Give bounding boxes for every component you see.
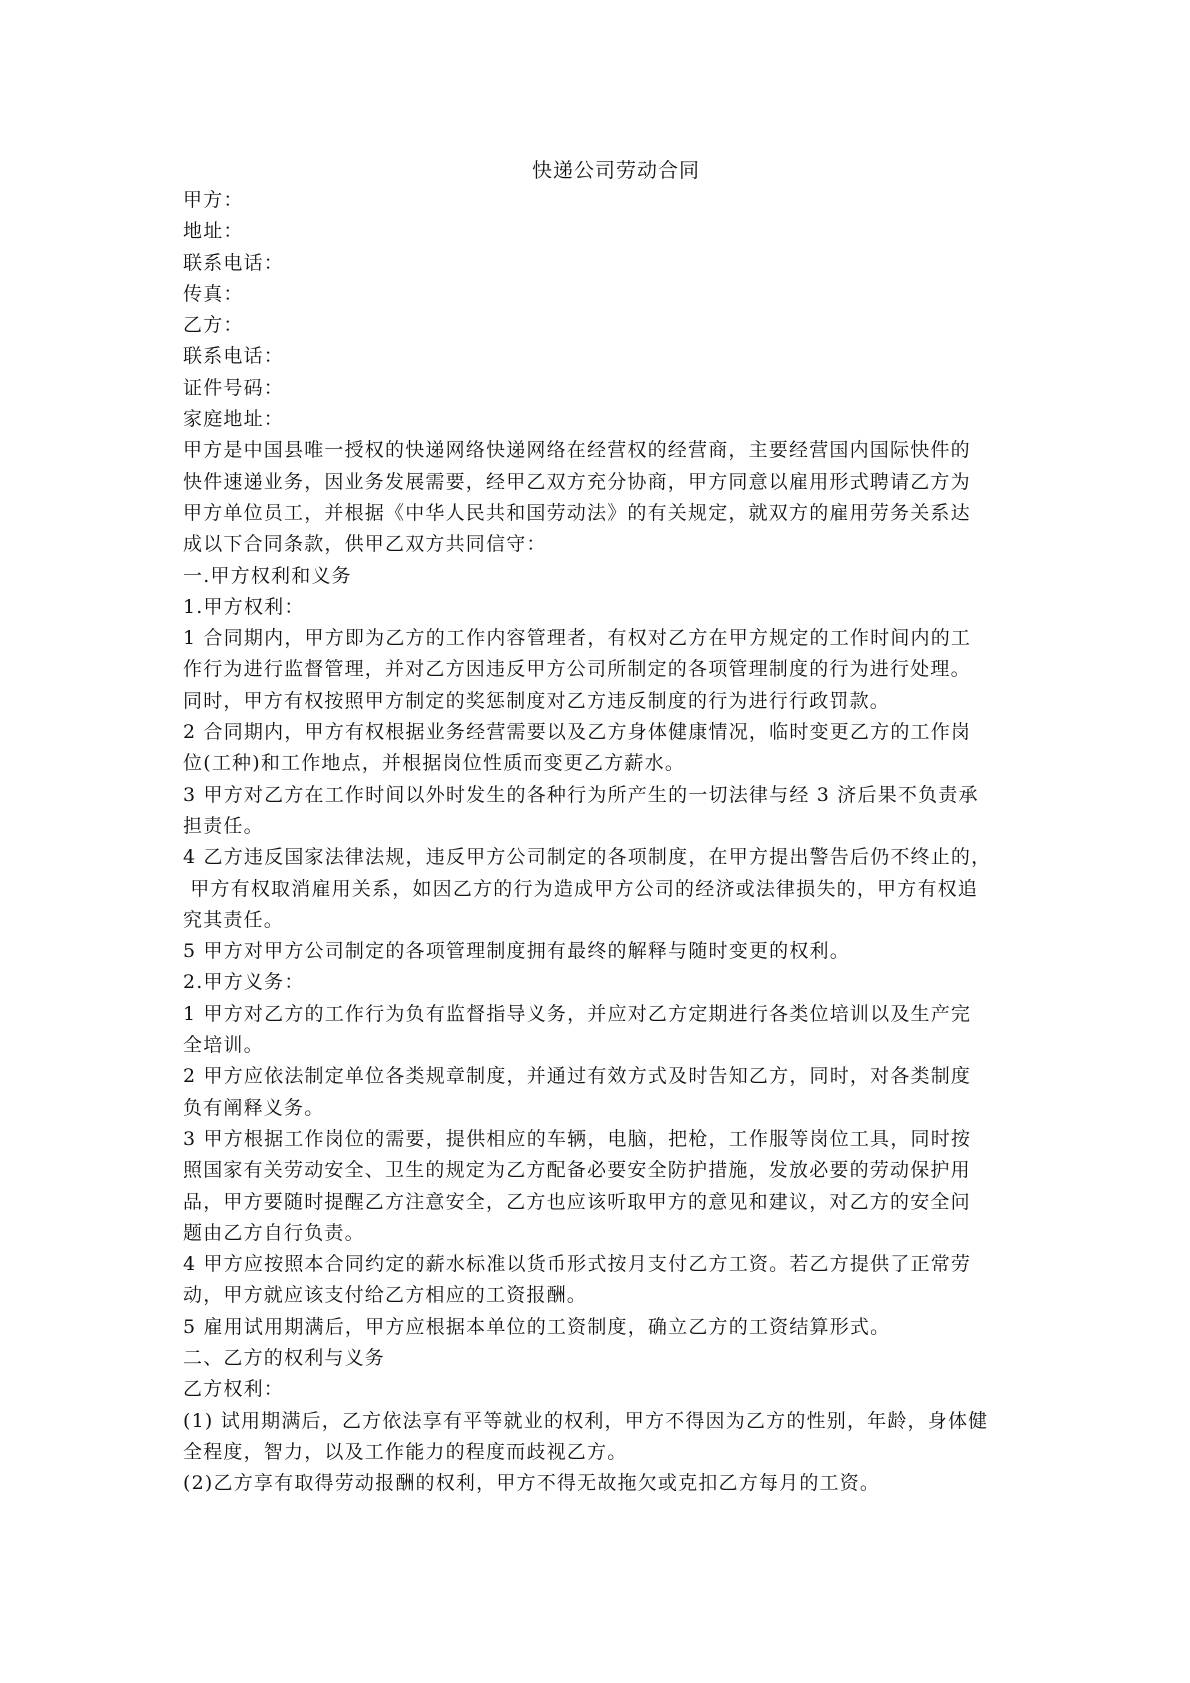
- text-line: 题由乙方自行负责。: [183, 1221, 365, 1244]
- text-line: 作行为进行监督管理，并对乙方因违反甲方公司所制定的各项管理制度的行为进行处理。: [183, 658, 971, 681]
- text-line: 担责任。: [183, 814, 264, 837]
- text-line: 同时，甲方有权按照甲方制定的奖惩制度对乙方违反制度的行为进行行政罚款。: [183, 689, 891, 712]
- text-line: 1 甲方对乙方的工作行为负有监督指导义务，并应对乙方定期进行各类位培训以及生产完: [183, 1002, 972, 1025]
- text-line: 2 甲方应依法制定单位各类规章制度，并通过有效方式及时告知乙方，同时，对各类制度: [183, 1065, 972, 1088]
- text-line-party-a: 甲方：: [183, 189, 244, 211]
- text-line: 全培训。: [183, 1034, 264, 1057]
- text-line: 5 甲方对甲方公司制定的各项管理制度拥有最终的解释与随时变更的权利。: [183, 940, 850, 963]
- text-line: 品，甲方要随时提醒乙方注意安全，乙方也应该听取甲方的意见和建议，对乙方的安全问: [183, 1190, 971, 1213]
- section-heading-2: 二、乙方的权利与义务: [183, 1346, 386, 1369]
- text-line-id-number: 证件号码：: [183, 376, 285, 399]
- subsection-heading-2-1: 乙方权利：: [183, 1378, 285, 1401]
- text-line-intro-3: 甲方单位员工，并根据《中华人民共和国劳动法》的有关规定，就双方的雇用劳务关系达: [183, 501, 971, 524]
- text-line: 4 甲方应按照本合同约定的薪水标准以货币形式按月支付乙方工资。若乙方提供了正常劳: [183, 1253, 972, 1276]
- text-line: 5 雇用试用期满后，甲方应根据本单位的工资制度，确立乙方的工资结算形式。: [183, 1315, 891, 1338]
- text-line: 3 甲方根据工作岗位的需要，提供相应的车辆，电脑，把枪，工作服等岗位工具，同时按: [183, 1127, 972, 1150]
- text-line-phone-b: 联系电话：: [183, 345, 285, 368]
- text-line: 1 合同期内，甲方即为乙方的工作内容管理者，有权对乙方在甲方规定的工作时间内的工: [183, 627, 972, 650]
- subsection-heading-1-2: 2.甲方义务：: [183, 971, 305, 994]
- text-line: (2)乙方享有取得劳动报酬的权利，甲方不得无故拖欠或克扣乙方每月的工资。: [183, 1472, 881, 1495]
- text-line-home-address: 家庭地址：: [183, 408, 285, 431]
- document-title: 快递公司劳动合同: [532, 158, 700, 182]
- text-line: 位(工种)和工作地点，并根据岗位性质而变更乙方薪水。: [183, 752, 686, 775]
- document-text-block: [183, 185, 1009, 1499]
- text-line: 全程度，智力，以及工作能力的程度而歧视乙方。: [183, 1440, 628, 1463]
- text-line: 负有阐释义务。: [183, 1096, 325, 1119]
- text-line: (1) 试用期满后，乙方依法享有平等就业的权利，甲方不得因为乙方的性别，年龄，身体健: [183, 1409, 989, 1432]
- text-line-intro-2: 快件速递业务，因业务发展需要，经甲乙双方充分协商，甲方同意以雇用形式聘请乙方为: [183, 470, 971, 493]
- text-line: 甲方有权取消雇用关系，如因乙方的行为造成甲方公司的经济或法律损失的，甲方有权追: [183, 877, 979, 900]
- text-line: 4 乙方违反国家法律法规，违反甲方公司制定的各项制度，在甲方提出警告后仍不终止的，: [183, 846, 992, 869]
- text-line: 动，甲方就应该支付给乙方相应的工资报酬。: [183, 1284, 588, 1307]
- section-heading-1: 一.甲方权利和义务: [183, 564, 352, 587]
- text-line-fax: 传真：: [183, 282, 244, 305]
- text-line-party-b: 乙方：: [183, 314, 244, 337]
- subsection-heading-1-1: 1.甲方权利：: [183, 595, 305, 618]
- text-line-address: 地址：: [183, 220, 244, 243]
- text-line: 照国家有关劳动安全、卫生的规定为乙方配备必要安全防护措施，发放必要的劳动保护用: [183, 1159, 971, 1182]
- text-line-intro-4: 成以下合同条款，供甲乙双方共同信守：: [183, 533, 547, 556]
- text-line: 究其责任。: [183, 908, 285, 931]
- text-line-intro-1: 甲方是中国县唯一授权的快递网络快递网络在经营权的经营商，主要经营国内国际快件的: [183, 439, 971, 462]
- text-line-phone-a: 联系电话：: [183, 251, 285, 274]
- document-body: [183, 155, 1009, 1499]
- text-line: 3 甲方对乙方在工作时间以外时发生的各种行为所产生的一切法律与经 3 济后果不负责承: [183, 783, 979, 806]
- text-line: 2 合同期内，甲方有权根据业务经营需要以及乙方身体健康情况，临时变更乙方的工作岗: [183, 721, 972, 744]
